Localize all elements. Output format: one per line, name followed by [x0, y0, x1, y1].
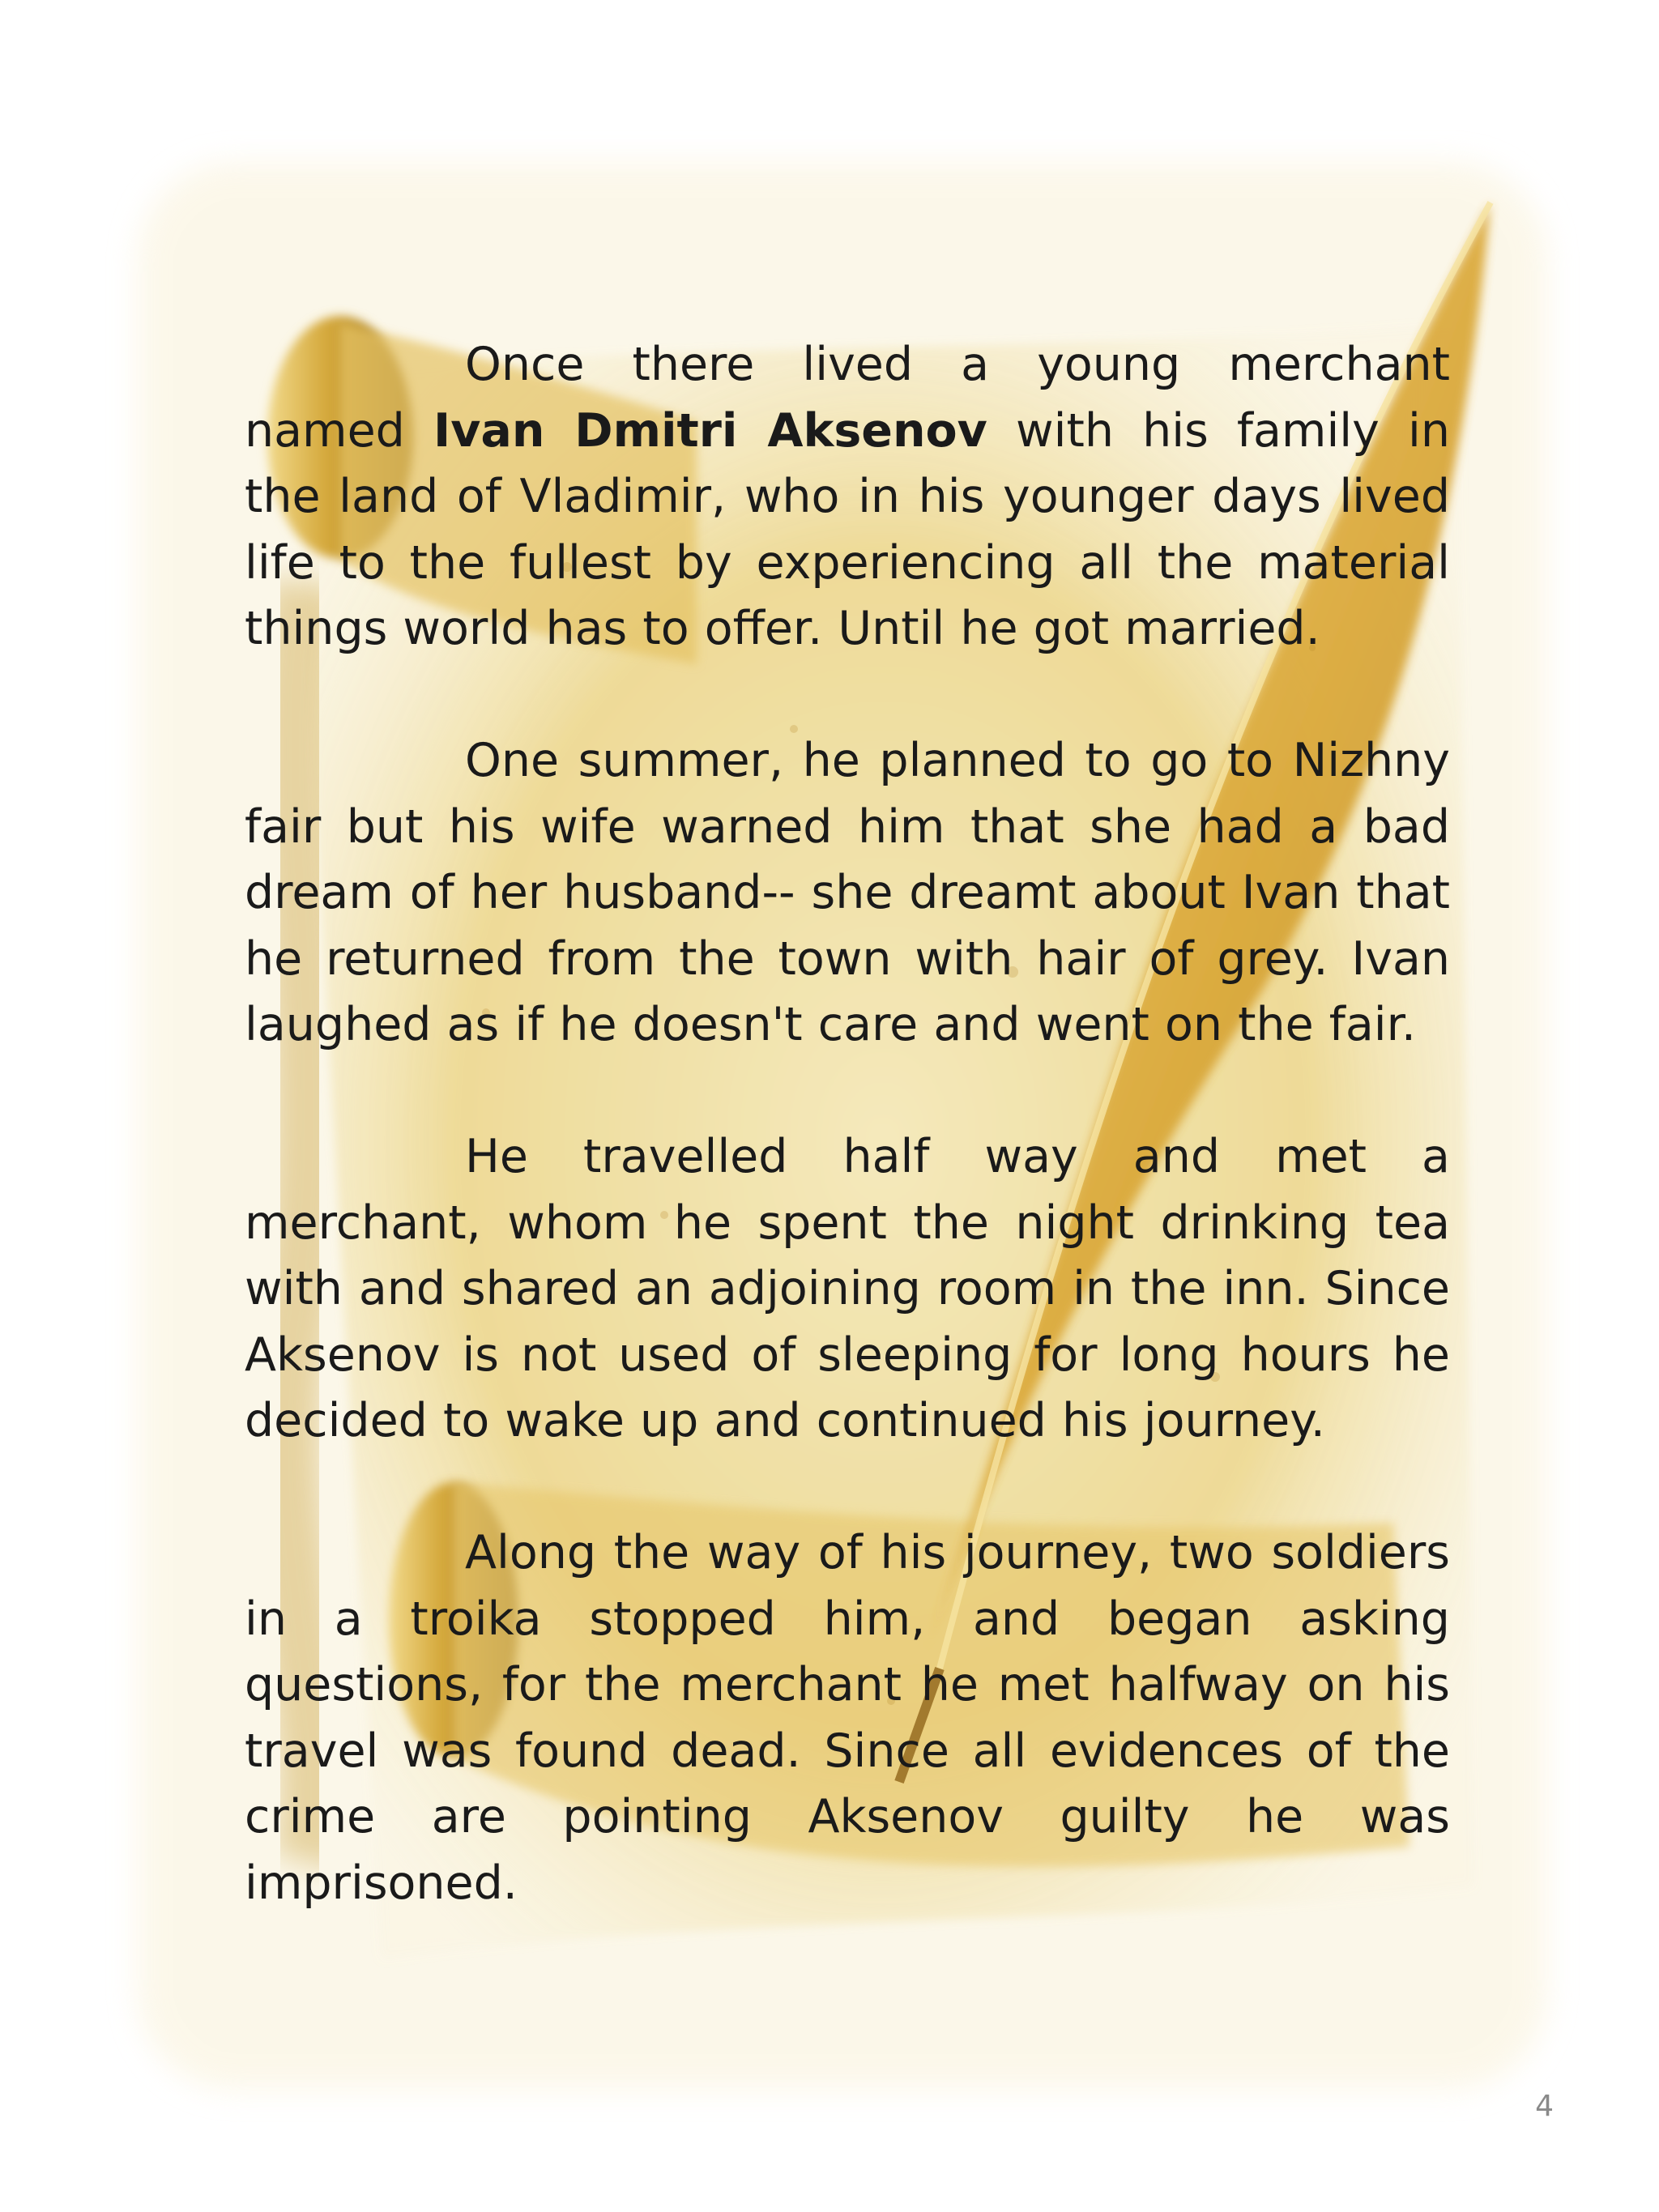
paragraph-3: He travelled half way and met a merchant, whom he spent the night drinking tea with and shared an adjoining room in the inn. Since Aksenov is not used of sleeping for long hours he decided to wake up and continued his journey.: [245, 1130, 1450, 1447]
paragraph-1-rest: with his family in the land of Vladimir, who in his younger days lived life to the fullest by experiencing all the material things world has to offer. Until he got married.: [245, 403, 1450, 655]
paragraph-1: [245, 332, 1450, 663]
paragraph-2: One summer, he planned to go to Nizhny fair but his wife warned him that she had a bad dream of her husband-- she dreamt about Ivan that he returned from the town with hair of grey. Ivan laughed as if he doesn't care and went on the fair.: [245, 734, 1450, 1051]
character-name: Ivan Dmitri Aksenov: [433, 403, 987, 458]
paragraph-4: Along the way of his journey, two soldiers in a troika stopped him, and began asking questions, for the merchant he met halfway on his travel was found dead. Since all evidences of the crime are pointing Aksenov guilty he was imprisoned.: [245, 1526, 1450, 1910]
page-number: 4: [1535, 2090, 1554, 2123]
story-text-block: [245, 332, 1450, 1983]
paragraph-1-lead: Once there lived a young merchant named: [245, 338, 1450, 458]
